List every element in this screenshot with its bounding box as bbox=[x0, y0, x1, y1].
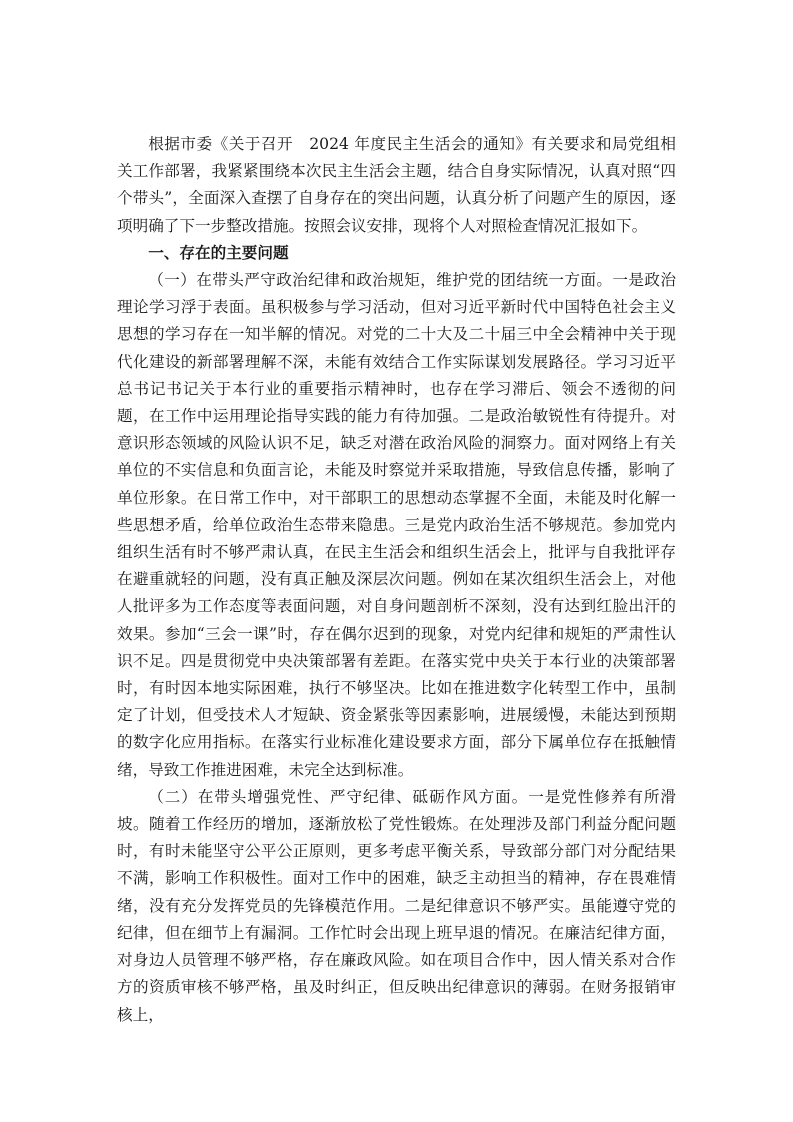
document-body bbox=[117, 131, 676, 1029]
section-heading: 一、存在的主要问题 bbox=[148, 243, 289, 262]
body-paragraph-1: （一）在带头严守政治纪律和政治规矩，维护党的团结统一方面。一是政治理论学习浮于表面。虽积极参与学习活动，但对习近平新时代中国特色社会主义思想的学习存在一知半解的情况。对党的二十大及二十届三中全会精神中关于现代化建设的新部署理解不深，未能有效结合工作实际谋划发展路径。学习习近平总书记书记关于本行业的重要指示精神时，也存在学习滞后、领会不透彻的问题，在工作中运用理论指导实践的能力有待加强。二是政治敏锐性有待提升。对意识形态领域的风险认识不足，缺乏对潜在政治风险的洞察力。面对网络上有关单位的不实信息和负面言论，未能及时察觉并采取措施，导致信息传播，影响了单位形象。在日常工作中，对干部职工的思想动态掌握不全面，未能及时化解一些思想矛盾，给单位政治生态带来隐患。三是党内政治生活不够规范。参加党内组织生活有时不够严肃认真，在民主生活会和组织生活会上，批评与自我批评存在避重就轻的问题，没有真正触及深层次问题。例如在某次组织生活会上，对他人批评多为工作态度等表面问题，对自身问题剖析不深刻，没有达到红脸出汗的效果。参加“三会一课”时，存在偶尔迟到的现象，对党内纪律和规矩的严肃性认识不足。四是贯彻党中央决策部署有差距。在落实党中央关于本行业的决策部署时，有时因本地实际困难，执行不够坚决。比如在推进数字化转型工作中，虽制定了计划，但受技术人才短缺、资金紧张等因素影响，进展缓慢，未能达到预期的数字化应用指标。在落实行业标准化建设要求方面，部分下属单位存在抵触情绪，导致工作推进困难，未完全达到标准。 bbox=[117, 271, 676, 779]
body-paragraph-2: （二）在带头增强党性、严守纪律、砥砺作风方面。一是党性修养有所滑坡。随着工作经历的增加，逐渐放松了党性锻炼。在处理涉及部门利益分配问题时，有时未能坚守公平公正原则，更多考虑平衡关系，导致部分部门对分配结果不满，影响工作积极性。面对工作中的困难，缺乏主动担当的精神，存在畏难情绪，没有充分发挥党员的先锋模范作用。二是纪律意识不够严实。虽能遵守党的纪律，但在细节上有漏洞。工作忙时会出现上班早退的情况。在廉洁纪律方面，对身边人员管理不够严格，存在廉政风险。如在项目合作中，因人情关系对合作方的资质审核不够严格，虽及时纠正，但反映出纪律意识的薄弱。在财务报销审核上， bbox=[117, 787, 676, 1024]
intro-paragraph: 根据市委《关于召开 2024 年度民主生活会的通知》有关要求和局党组相关工作部署，我紧紧围绕本次民主生活会主题，结合自身实际情况，认真对照“四个带头”，全面深入查摆了自身存在的突出问题，认真分析了问题产生的原因，逐项明确了下一步整改措施。按照会议安排，现将个人对照检查情况汇报如下。 bbox=[117, 135, 676, 235]
